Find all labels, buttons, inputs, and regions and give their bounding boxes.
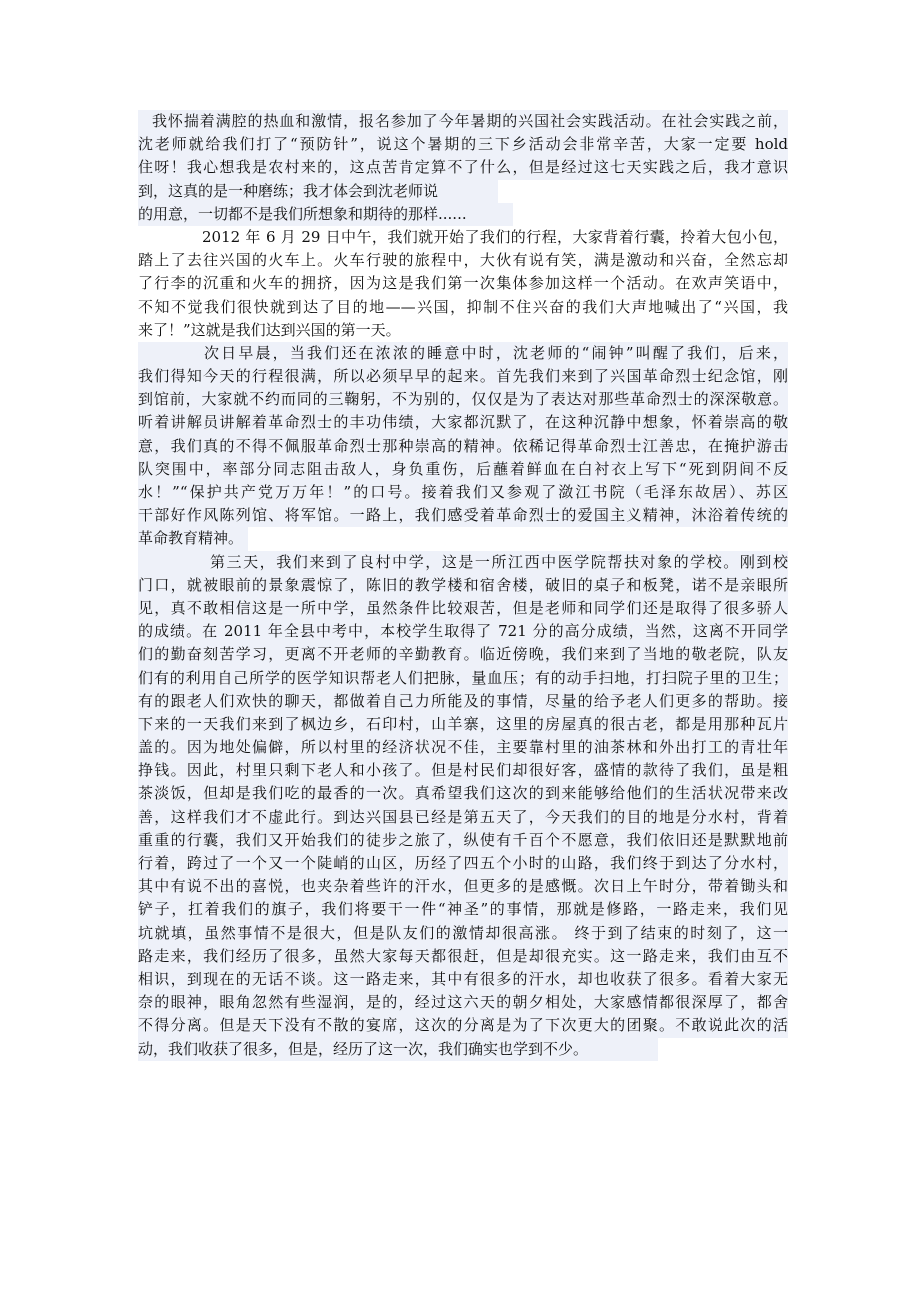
text-line: 不得分离。但是天下没有不散的宴席，这次的分离是为了下次更大的团聚。不敢说此次的活	[138, 1014, 788, 1037]
text-line: 队突围中，率部分同志阻击敌人，身负重伤，后蘸着鲜血在白衬衣上写下“死到阴间不反	[138, 458, 788, 481]
text-line: 其中有说不出的喜悦，也夹杂着些许的汗水，但更多的是感慨。次日上午时分，带着锄头和	[138, 875, 788, 898]
text-line: 相识，到现在的无话不谈。这一路走来，其中有很多的汗水，却也收获了很多。看着大家无	[138, 968, 788, 991]
text-line: 动，我们收获了很多，但是，经历了这一次，我们确实也学到不少。	[138, 1038, 658, 1061]
text-line: 见，真不敢相信这是一所中学，虽然条件比较艰苦，但是老师和同学们还是取得了很多骄人	[138, 597, 788, 620]
text-line: 我们得知今天的行程很满，所以必须早早的起来。首先我们来到了兴国革命烈士纪念馆，刚	[138, 365, 788, 388]
text-line: 门口，就被眼前的景象震惊了，陈旧的教学楼和宿舍楼，破旧的桌子和板凳，诺不是亲眼所	[138, 574, 788, 597]
text-line: 行着，跨过了一个又一个陡峭的山区，历经了四五个小时的山路，我们终于到达了分水村，	[138, 852, 788, 875]
paragraph-2	[138, 226, 788, 342]
text-line: 水！”“保护共产党万万年！”的口号。接着我们又参观了潋江书院（毛泽东故居）、苏区	[138, 481, 788, 504]
text-line: 住呀！我心想我是农村来的，这点苦肯定算不了什么，但是经过这七天实践之后，我才意识	[138, 156, 788, 179]
text-line: 第三天，我们来到了良村中学，这是一所江西中医学院帮扶对象的学校。刚到校	[138, 551, 788, 574]
text-line: 干部好作风陈列馆、将军馆。一路上，我们感受着革命烈士的爱国主义精神，沐浴着传统的	[138, 504, 788, 527]
text-line: 2012 年 6 月 29 日中午，我们就开始了我们的行程，大家背着行囊，拎着大包小包，	[202, 227, 788, 246]
article-body	[138, 110, 788, 1061]
text-line: 铲子，扛着我们的旗子，我们将要干一件“神圣”的事情，那就是修路，一路走来，我们见	[138, 898, 788, 921]
text-line: 挣钱。因此，村里只剩下老人和小孩了。但是村民们却很好客，盛情的款待了我们，虽是粗	[138, 759, 788, 782]
text-line: 到，这真的是一种磨练；我才体会到沈老师说	[138, 180, 498, 203]
text-line: 茶淡饭，但却是我们吃的最香的一次。真希望我们这次的到来能够给他们的生活状况带来改	[138, 782, 788, 805]
text-line: 路走来，我们经历了很多，虽然大家每天都很赶，但是却很充实。这一路走来，我们由互不	[138, 945, 788, 968]
text-line: 到馆前，大家就不约而同的三鞠躬，不为别的，仅仅是为了表达对那些革命烈士的深深敬意。	[138, 388, 788, 411]
paragraph-1	[138, 110, 788, 226]
text-line: 次日早晨，当我们还在浓浓的睡意中时，沈老师的“闹钟”叫醒了我们，后来，	[138, 342, 788, 365]
paragraph-4	[138, 551, 788, 1061]
text-line: 踏上了去往兴国的火车上。火车行驶的旅程中，大伙有说有笑，满是激动和兴奋，全然忘却	[138, 251, 788, 270]
text-line: 沈老师就给我们打了“预防针”，说这个暑期的三下乡活动会非常辛苦，大家一定要 hold	[138, 133, 788, 156]
text-line: 的用意，一切都不是我们所想象和期待的那样......	[138, 203, 513, 226]
text-line: 不知不觉我们很快就到达了目的地——兴国，抑制不住兴奋的我们大声地喊出了“兴国，我	[138, 297, 788, 316]
text-line: 意，我们真的不得不佩服革命烈士那种崇高的精神。依稀记得革命烈士江善忠，在掩护游击	[138, 435, 788, 458]
text-line: 听着讲解员讲解着革命烈士的丰功伟绩，大家都沉默了，在这种沉静中想象，怀着崇高的敬	[138, 411, 788, 434]
text-line: 善，这样我们才不虚此行。到达兴国县已经是第五天了，今天我们的目的地是分水村，背着	[138, 806, 788, 829]
text-line: 重重的行囊，我们又开始我们的徒步之旅了，纵使有千百个不愿意，我们依旧还是默默地前	[138, 829, 788, 852]
text-line: 下来的一天我们来到了枫边乡，石印村，山羊寨，这里的房屋真的很古老，都是用那种瓦片	[138, 713, 788, 736]
text-line: 革命教育精神。	[138, 527, 248, 550]
text-line: 奈的眼神，眼角忽然有些湿润，是的，经过这六天的朝夕相处，大家感情都很深厚了，都舍	[138, 991, 788, 1014]
text-line: 们有的利用自己所学的医学知识帮老人们把脉，量血压；有的动手扫地，打扫院子里的卫生；	[138, 667, 788, 690]
text-line: 们的勤奋刻苦学习，更离不开老师的辛勤教育。临近傍晚，我们来到了当地的敬老院，队友	[138, 643, 788, 666]
text-line: 我怀揣着满腔的热血和激情，报名参加了今年暑期的兴国社会实践活动。在社会实践之前，	[138, 110, 788, 133]
text-line: 的成绩。在 2011 年全县中考中，本校学生取得了 721 分的高分成绩，当然，这离不开同学	[138, 620, 788, 643]
paragraph-3	[138, 342, 788, 551]
text-line: 坑就填，虽然事情不是很大，但是队友们的激情却很高涨。 终于到了结束的时刻了，这一	[138, 922, 788, 945]
text-line: 有的跟老人们欢快的聊天，都做着自己力所能及的事情，尽量的给予老人们更多的帮助。接	[138, 690, 788, 713]
text-line: 来了！”这就是我们达到兴国的第一天。	[138, 320, 401, 339]
text-line: 盖的。因为地处偏僻，所以村里的经济状况不佳，主要靠村里的油茶林和外出打工的青壮年	[138, 736, 788, 759]
text-line: 了行李的沉重和火车的拥挤，因为这是我们第一次集体参加这样一个活动。在欢声笑语中，	[138, 274, 788, 293]
